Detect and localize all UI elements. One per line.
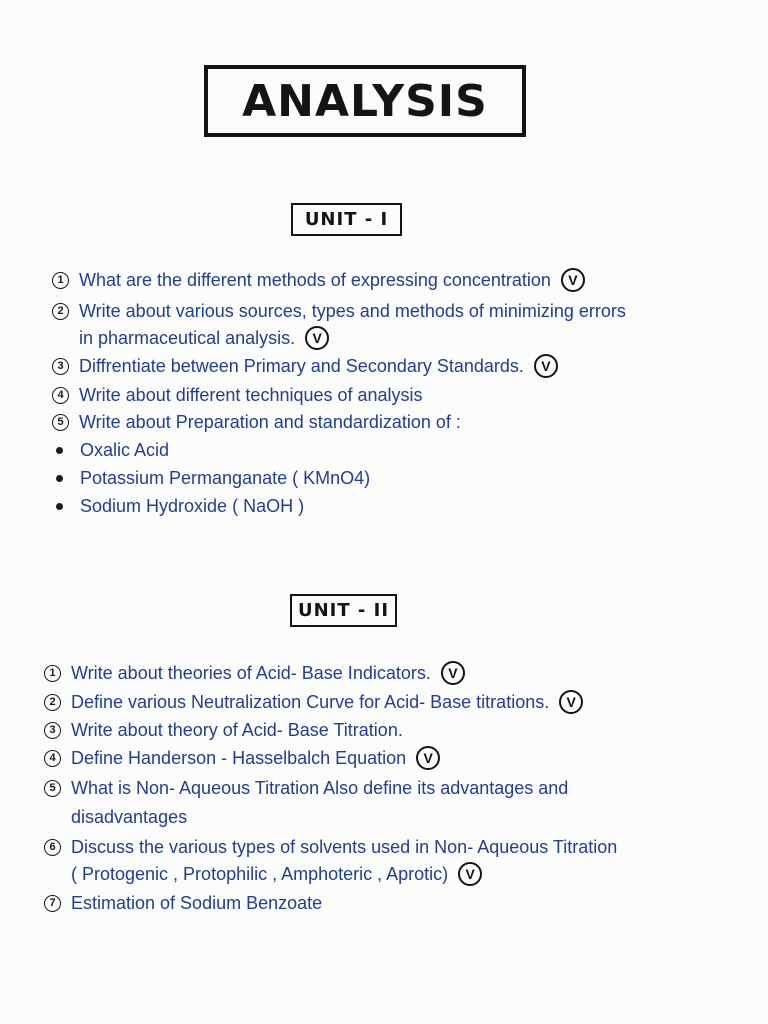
v-mark-icon: V <box>416 746 440 770</box>
unit2-question-2 <box>44 688 583 716</box>
question-text: Write about different techniques of analysis <box>79 384 423 405</box>
unit2-question-6-cont <box>44 860 482 888</box>
number-5-icon: 5 <box>44 780 61 797</box>
unit2-question-1 <box>44 659 465 687</box>
unit1-question-4 <box>52 381 423 409</box>
bullet-icon <box>56 503 63 510</box>
question-text: Discuss the various types of solvents used in Non- Aqueous Titration <box>71 836 618 857</box>
number-2-icon: 2 <box>44 694 61 711</box>
unit-1-heading: UNIT - I <box>291 203 402 236</box>
v-mark-icon: V <box>561 268 585 292</box>
bullet-text: Potassium Permanganate ( KMnO4) <box>80 467 371 488</box>
v-mark-icon: V <box>534 354 558 378</box>
page-title: ANALYSIS <box>242 75 488 127</box>
v-mark-icon: V <box>559 690 583 714</box>
number-1-icon: 1 <box>44 665 61 682</box>
bullet-icon <box>56 475 63 482</box>
unit2-question-7 <box>44 889 322 917</box>
question-text: Write about various sources, types and methods of minimizing errors <box>79 300 626 321</box>
bullet-text: Sodium Hydroxide ( NaOH ) <box>80 495 305 516</box>
bullet-text: Oxalic Acid <box>80 439 170 460</box>
unit1-question-2 <box>52 297 626 325</box>
question-text: ( Protogenic , Protophilic , Amphoteric , Aprotic) <box>71 863 449 884</box>
question-text: Write about theory of Acid- Base Titration. <box>71 719 403 740</box>
question-text: What are the different methods of expressing concentration <box>79 269 551 290</box>
question-text: Write about theories of Acid- Base Indicators. <box>71 662 431 683</box>
question-text: Diffrentiate between Primary and Secondary Standards. <box>79 355 524 376</box>
unit1-question-2-cont <box>52 324 329 352</box>
unit-2-heading: UNIT - II <box>290 594 397 627</box>
unit2-question-6 <box>44 833 617 861</box>
question-text: Define Handerson - Hasselbalch Equation <box>71 747 407 768</box>
unit1-question-3 <box>52 352 558 380</box>
unit1-bullet-2 <box>56 464 370 492</box>
question-text: Define various Neutralization Curve for Acid- Base titrations. <box>71 691 550 712</box>
number-3-icon: 3 <box>52 358 69 375</box>
number-4-icon: 4 <box>52 387 69 404</box>
unit2-question-5 <box>44 774 568 802</box>
number-6-icon: 6 <box>44 839 61 856</box>
number-5-icon: 5 <box>52 414 69 431</box>
title-box <box>204 65 526 137</box>
number-3-icon: 3 <box>44 722 61 739</box>
unit2-question-3 <box>44 716 403 744</box>
number-1-icon: 1 <box>52 272 69 289</box>
number-7-icon: 7 <box>44 895 61 912</box>
bullet-icon <box>56 447 63 454</box>
unit2-question-4 <box>44 744 440 772</box>
unit1-question-5 <box>52 408 461 436</box>
unit1-question-1 <box>52 266 585 294</box>
v-mark-icon: V <box>441 661 465 685</box>
question-text: in pharmaceutical analysis. <box>79 327 296 348</box>
number-4-icon: 4 <box>44 750 61 767</box>
number-2-icon: 2 <box>52 303 69 320</box>
unit1-bullet-1 <box>56 436 169 464</box>
question-text: disadvantages <box>71 806 188 827</box>
question-text: Estimation of Sodium Benzoate <box>71 892 323 913</box>
v-mark-icon: V <box>458 862 482 886</box>
v-mark-icon: V <box>305 326 329 350</box>
unit1-bullet-3 <box>56 492 304 520</box>
question-text: Write about Preparation and standardization of : <box>79 411 461 432</box>
unit2-question-5-cont <box>44 803 187 831</box>
question-text: What is Non- Aqueous Titration Also define its advantages and <box>71 777 569 798</box>
